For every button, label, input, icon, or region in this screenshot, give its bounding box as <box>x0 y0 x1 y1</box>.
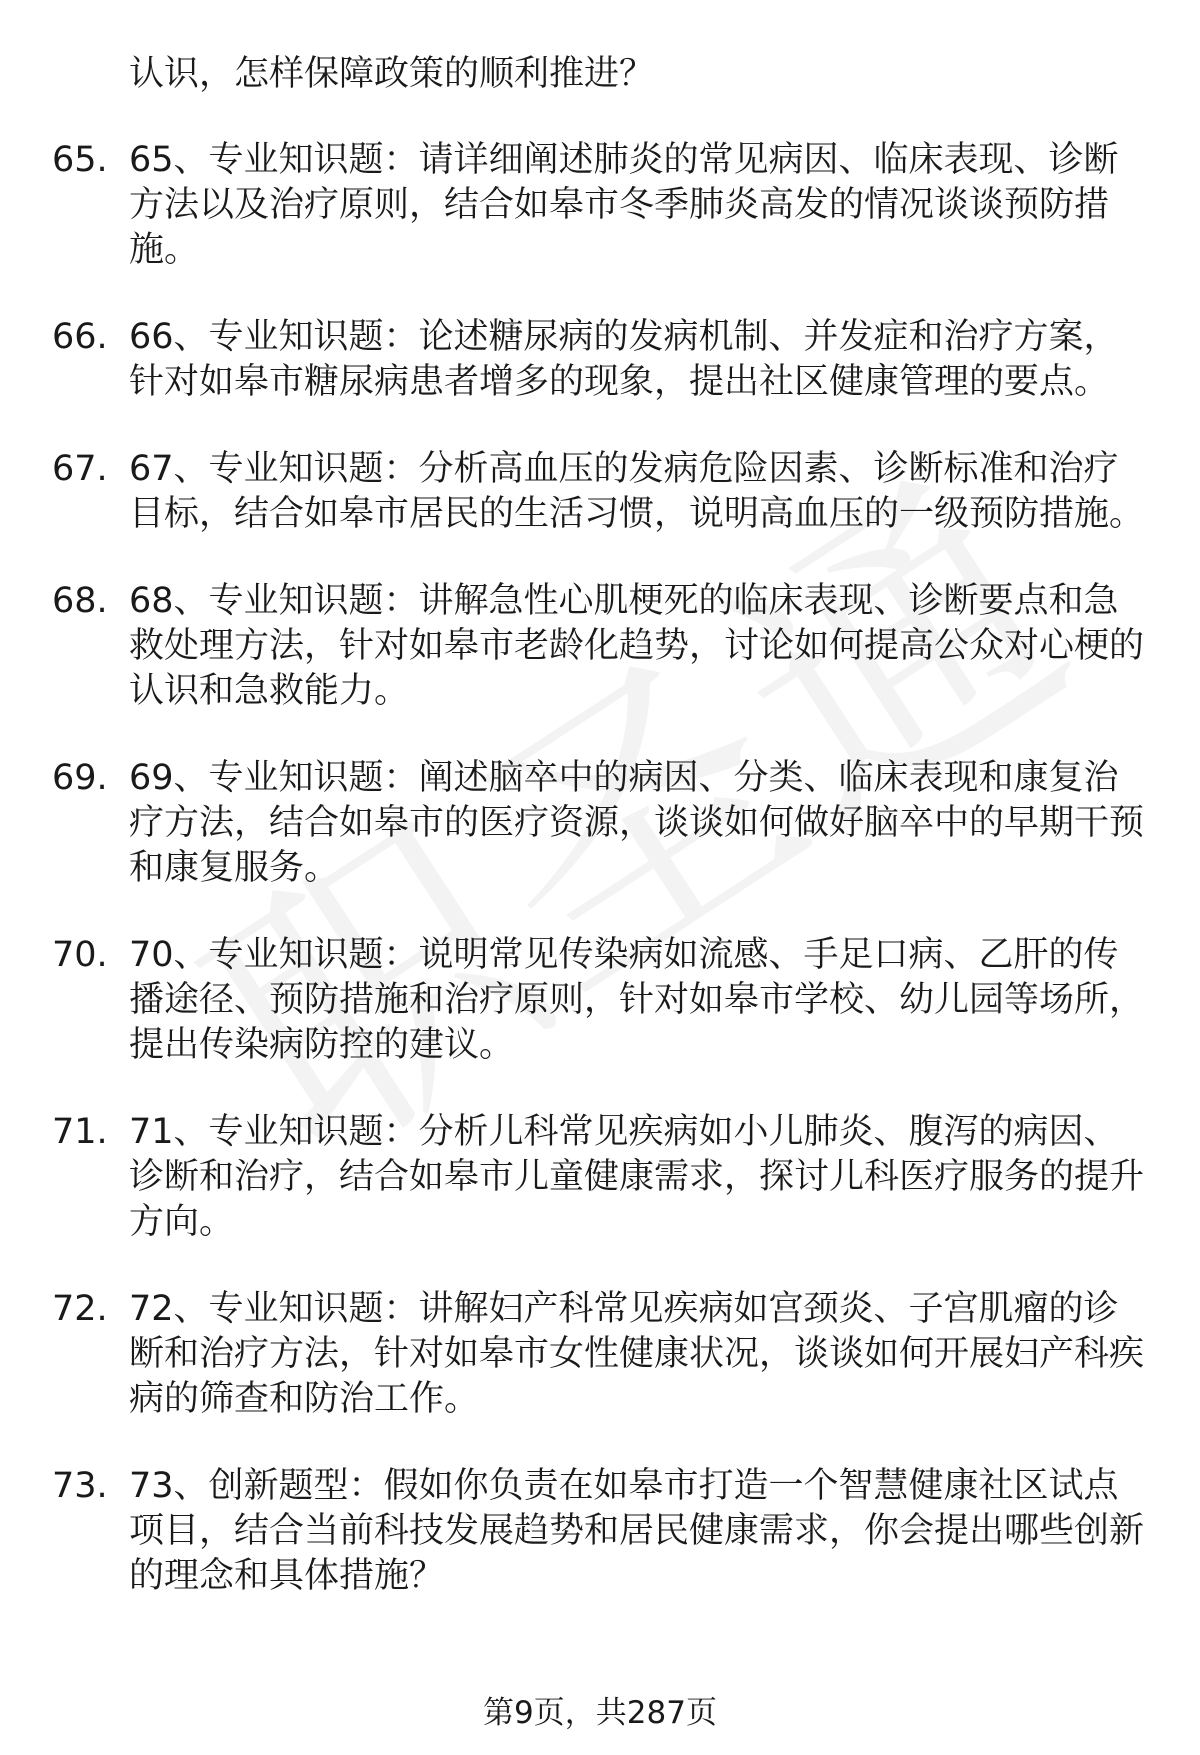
item-text: 71、专业知识题：分析儿科常见疾病如小儿肺炎、腹泻的病因、诊断和治疗，结合如皋市儿童健康需求，探讨儿科医疗服务的提升方向。 <box>129 1112 1145 1242</box>
list-item <box>0 756 1200 891</box>
item-number: 68. <box>52 581 108 621</box>
item-number: 70. <box>52 935 108 975</box>
item-text: 66、专业知识题：论述糖尿病的发病机制、并发症和治疗方案，针对如皋市糖尿病患者增多的现象，提出社区健康管理的要点。 <box>129 317 1119 402</box>
question-list <box>0 52 1200 1599</box>
item-text: 73、创新题型：假如你负责在如皋市打造一个智慧健康社区试点项目，结合当前科技发展趋势和居民健康需求，你会提出哪些创新的理念和具体措施？ <box>129 1466 1145 1596</box>
list-item <box>0 1287 1200 1422</box>
continuation-text <box>0 52 1200 97</box>
item-number: 73. <box>52 1466 108 1506</box>
list-item <box>0 933 1200 1068</box>
item-number: 71. <box>52 1112 108 1152</box>
item-number: 66. <box>52 317 108 357</box>
item-number: 67. <box>52 449 108 489</box>
item-number: 65. <box>52 140 108 180</box>
item-text: 69、专业知识题：阐述脑卒中的病因、分类、临床表现和康复治疗方法，结合如皋市的医疗资源，谈谈如何做好脑卒中的早期干预和康复服务。 <box>129 758 1145 888</box>
page-number: 第9页，共287页 <box>483 1695 717 1731</box>
list-item <box>0 579 1200 714</box>
list-item <box>0 138 1200 273</box>
list-item <box>0 1110 1200 1245</box>
list-item <box>0 315 1200 405</box>
item-text: 65、专业知识题：请详细阐述肺炎的常见病因、临床表现、诊断方法以及治疗原则，结合如皋市冬季肺炎高发的情况谈谈预防措施。 <box>129 140 1119 270</box>
list-item <box>0 447 1200 537</box>
continuation-line: 认识，怎样保障政策的顺利推进？ <box>129 54 655 94</box>
item-text: 72、专业知识题：讲解妇产科常见疾病如宫颈炎、子宫肌瘤的诊断和治疗方法，针对如皋市女性健康状况，谈谈如何开展妇产科疾病的筛查和防治工作。 <box>129 1289 1145 1419</box>
item-text: 70、专业知识题：说明常见传染病如流感、手足口病、乙肝的传播途径、预防措施和治疗原则，针对如皋市学校、幼儿园等场所，提出传染病防控的建议。 <box>129 935 1145 1065</box>
item-text: 68、专业知识题：讲解急性心肌梗死的临床表现、诊断要点和急救处理方法，针对如皋市老龄化趋势，讨论如何提高公众对心梗的认识和急救能力。 <box>129 581 1145 711</box>
item-text: 67、专业知识题：分析高血压的发病危险因素、诊断标准和治疗目标，结合如皋市居民的生活习惯，说明高血压的一级预防措施。 <box>129 449 1145 534</box>
item-number: 69. <box>52 758 108 798</box>
item-number: 72. <box>52 1289 108 1329</box>
list-item <box>0 1464 1200 1599</box>
